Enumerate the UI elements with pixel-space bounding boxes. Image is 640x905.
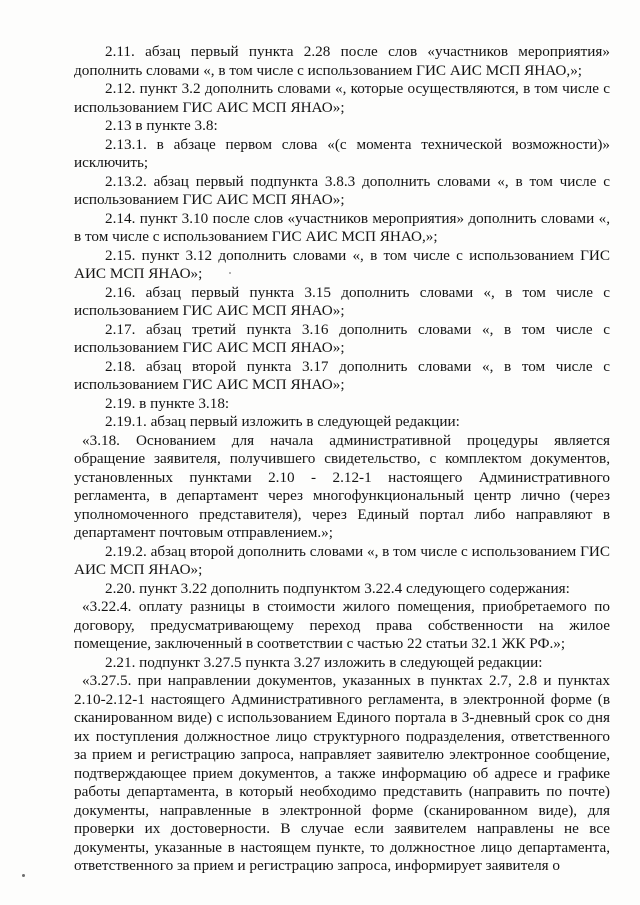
- paragraph-2-19: 2.19. в пункте 3.18:: [105, 394, 230, 412]
- paragraph-2-13-1: 2.13.1. в абзаце первом слова «(с момента технической возможности)» исключить;: [74, 135, 610, 171]
- paragraph-2-19-2: 2.19.2. абзац второй дополнить словами «, в том числе с использованием ГИС АИС МСП ЯНАО»;: [74, 542, 610, 578]
- paragraph-2-11: 2.11. абзац первый пункта 2.28 после слов «участников мероприятия» дополнить словами «, в том числе с использованием ГИС АИС МСП ЯНАО,»;: [74, 43, 610, 79]
- paragraph-2-19-1: 2.19.1. абзац первый изложить в следующей редакции:: [105, 413, 460, 430]
- quoted-paragraph-3-27-5: «3.27.5. при направлении документов, указанных в пунктах 2.7, 2.8 и пунктах 2.10-2.12-1 настоящего Административного регламента, в электронной форме (в сканированном виде) с использованием Единого портала в 3-дневный срок со дня их поступления должностное лицо структурного подразделения, ответственного за прием и регистрацию запроса, направляет заявителю электронное сообщение, подтверждающее прием документов, а также информацию об адресе и графике работы департамента, в который необходимо представить (направить по почте) документы, направленные в электронной форме (сканированном виде), для проверки их достоверности. В случае если заявителем направлены не все документы, указанные в настоящем пункте, то должностное лицо департамента, ответственного за прием и регистрацию запроса, информирует заявителя о: [74, 672, 610, 874]
- paragraph-2-18: 2.18. абзац второй пункта 3.17 дополнить словами «, в том числе с использованием ГИС АИС МСП ЯНАО»;: [74, 357, 610, 393]
- paragraph-2-14: 2.14. пункт 3.10 после слов «участников мероприятия» дополнить словами «, в том числе с использованием ГИС АИС МСП ЯНАО,»;: [74, 209, 610, 245]
- paragraph-2-12: 2.12. пункт 3.2 дополнить словами «, которые осуществляются, в том числе с использованием ГИС АИС МСП ЯНАО»;: [74, 80, 610, 116]
- paragraph-2-13: 2.13 в пункте 3.8:: [105, 117, 218, 134]
- scan-speck: [22, 874, 25, 877]
- quoted-paragraph-3-18: «3.18. Основанием для начала административной процедуры является обращение заявителя, получившего свидетельство, с комплектом документов, установленных пунктами 2.10 - 2.12-1 настоящего Административного регламента, в департамент через многофункциональный центр лично (через уполномоченного представителя), через Единый портал либо направляют в департамент почтовым отправлением.»;: [74, 431, 610, 541]
- paragraph-2-15: 2.15. пункт 3.12 дополнить словами «, в том числе с использованием ГИС АИС МСП ЯНАО»;: [74, 246, 610, 282]
- paragraph-2-20: 2.20. пункт 3.22 дополнить подпунктом 3.22.4 следующего содержания:: [105, 579, 570, 597]
- scan-speck: [229, 272, 231, 274]
- paragraph-2-17: 2.17. абзац третий пункта 3.16 дополнить словами «, в том числе с использованием ГИС АИС МСП ЯНАО»;: [74, 320, 610, 356]
- document-body: [74, 43, 610, 876]
- paragraph-2-16: 2.16. абзац первый пункта 3.15 дополнить словами «, в том числе с использованием ГИС АИС МСП ЯНАО»;: [74, 283, 610, 319]
- paragraph-2-13-2: 2.13.2. абзац первый подпункта 3.8.3 дополнить словами «, в том числе с использованием ГИС АИС МСП ЯНАО»;: [74, 172, 610, 208]
- paragraph-2-21: 2.21. подпункт 3.27.5 пункта 3.27 изложить в следующей редакции:: [105, 653, 543, 671]
- quoted-paragraph-3-22-4: «3.22.4. оплату разницы в стоимости жилого помещения, приобретаемого по договору, предусматривающему переход права собственности на жилое помещение, заключенный в соответствии с частью 22 статьи 32.1 ЖК РФ.»;: [74, 598, 610, 652]
